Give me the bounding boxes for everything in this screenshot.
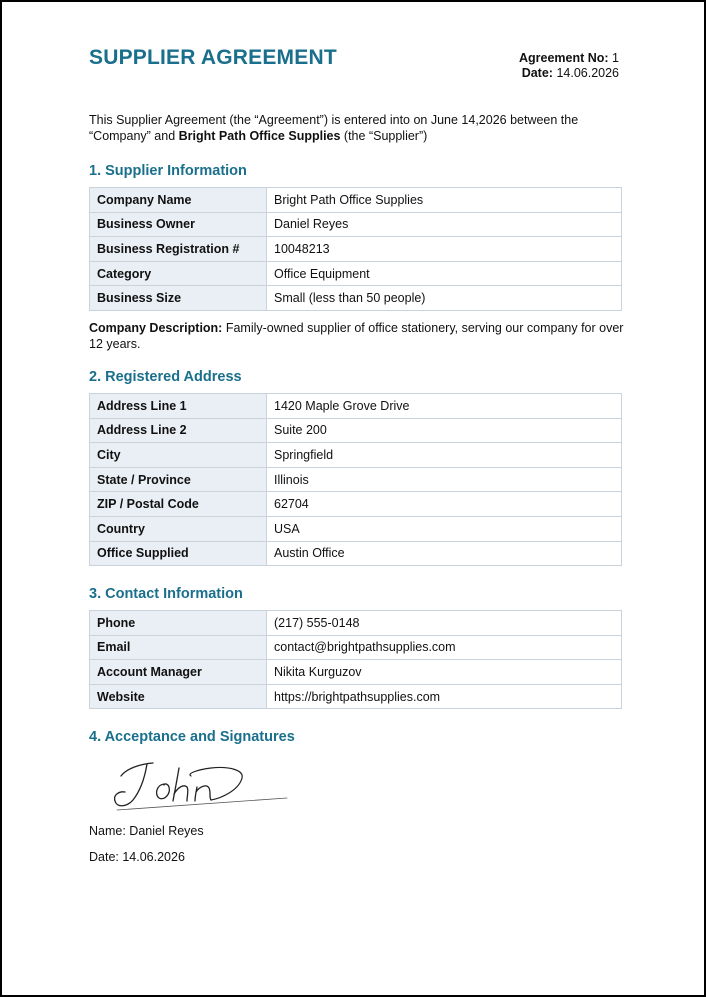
- row-key: Address Line 2: [90, 418, 267, 443]
- row-value: Suite 200: [267, 418, 622, 443]
- table-row: [90, 443, 622, 468]
- company-description-text: Family-owned supplier of office stationery, serving our company for over 12 years.: [89, 321, 624, 351]
- address-table: [89, 393, 622, 566]
- row-key: Category: [90, 261, 267, 286]
- row-key: Phone: [90, 611, 267, 636]
- agreement-date: [519, 66, 619, 81]
- contact-table: [89, 610, 622, 709]
- section-title-address: 2. Registered Address: [89, 369, 242, 385]
- row-value: Bright Path Office Supplies: [267, 188, 622, 213]
- row-key: Business Size: [90, 286, 267, 311]
- row-value: https://brightpathsupplies.com: [267, 684, 622, 709]
- table-row: [90, 188, 622, 213]
- company-description: [89, 320, 629, 352]
- table-row: [90, 541, 622, 566]
- table-row: [90, 516, 622, 541]
- row-value: 10048213: [267, 237, 622, 262]
- row-key: State / Province: [90, 467, 267, 492]
- row-key: Website: [90, 684, 267, 709]
- signatory-name: Name: Daniel Reyes: [89, 824, 204, 838]
- row-key: Business Owner: [90, 212, 267, 237]
- row-key: Company Name: [90, 188, 267, 213]
- row-value: 1420 Maple Grove Drive: [267, 394, 622, 419]
- table-row: [90, 261, 622, 286]
- supplier-info-table: [89, 187, 622, 311]
- row-value: Office Equipment: [267, 261, 622, 286]
- intro-paragraph: [89, 112, 629, 144]
- section-title-supplier: 1. Supplier Information: [89, 163, 247, 179]
- table-row: [90, 212, 622, 237]
- intro-text-2: (the “Supplier”): [340, 129, 428, 143]
- row-value: 62704: [267, 492, 622, 517]
- table-row: [90, 418, 622, 443]
- row-key: Address Line 1: [90, 394, 267, 419]
- row-value: Austin Office: [267, 541, 622, 566]
- row-key: Email: [90, 635, 267, 660]
- table-row: [90, 467, 622, 492]
- row-value: (217) 555-0148: [267, 611, 622, 636]
- row-value: Springfield: [267, 443, 622, 468]
- row-value: Nikita Kurguzov: [267, 660, 622, 685]
- row-key: City: [90, 443, 267, 468]
- document-title: SUPPLIER AGREEMENT: [89, 46, 337, 69]
- agreement-number: [519, 51, 619, 66]
- row-key: Business Registration #: [90, 237, 267, 262]
- agreement-number-label: Agreement No:: [518, 51, 609, 65]
- row-value: Small (less than 50 people): [267, 286, 622, 311]
- row-key: Country: [90, 516, 267, 541]
- row-key: Office Supplied: [90, 541, 267, 566]
- row-value: USA: [267, 516, 622, 541]
- handwritten-signature: [107, 754, 292, 814]
- row-value: Illinois: [267, 467, 622, 492]
- row-value: Daniel Reyes: [267, 212, 622, 237]
- company-description-label: Company Description:: [89, 321, 223, 335]
- table-row: [90, 237, 622, 262]
- table-row: [90, 611, 622, 636]
- table-row: [90, 635, 622, 660]
- intro-text-1: This Supplier Agreement (the “Agreement”) is entered into on June 14,2026 between the “Company” and: [89, 113, 579, 143]
- table-row: [90, 492, 622, 517]
- table-row: [90, 684, 622, 709]
- agreement-date-label: Date:: [521, 66, 553, 80]
- row-key: ZIP / Postal Code: [90, 492, 267, 517]
- signature-date: Date: 14.06.2026: [89, 850, 185, 864]
- row-value: contact@brightpathsupplies.com: [267, 635, 622, 660]
- table-row: [90, 286, 622, 311]
- table-row: [90, 660, 622, 685]
- agreement-number-value: 1: [612, 51, 619, 65]
- table-row: [90, 394, 622, 419]
- section-title-signatures: 4. Acceptance and Signatures: [89, 729, 295, 745]
- section-title-contact: 3. Contact Information: [89, 586, 243, 602]
- agreement-date-value: 14.06.2026: [556, 66, 619, 80]
- row-key: Account Manager: [90, 660, 267, 685]
- intro-supplier-name: Bright Path Office Supplies: [178, 129, 341, 143]
- agreement-meta: [519, 51, 619, 81]
